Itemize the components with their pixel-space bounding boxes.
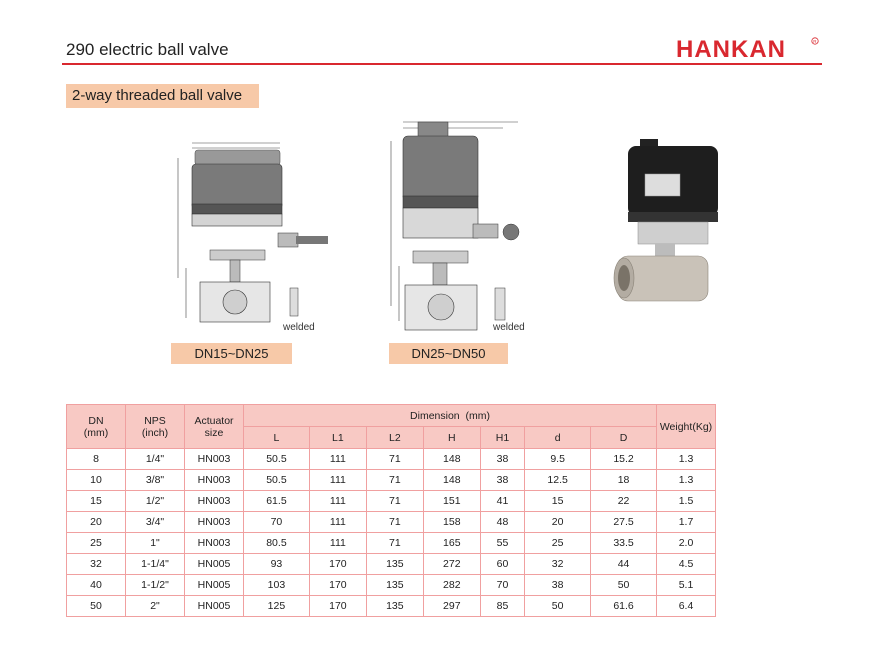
table-cell: 1.5 — [657, 491, 716, 512]
table-cell: 18 — [591, 470, 657, 491]
table-cell: 85 — [480, 596, 524, 617]
header-dn: DN (mm) — [67, 405, 126, 449]
table-row — [67, 449, 716, 470]
welded-label-1: welded — [283, 322, 315, 333]
table-row — [67, 554, 716, 575]
table-cell: 1.3 — [657, 470, 716, 491]
table-cell: 170 — [309, 554, 366, 575]
product-photo — [600, 134, 730, 314]
table-cell: 111 — [309, 491, 366, 512]
table-cell: 170 — [309, 575, 366, 596]
header-dim: H — [423, 427, 480, 449]
table-cell: 20 — [525, 512, 591, 533]
table-cell: 32 — [525, 554, 591, 575]
table-cell: 3/4" — [126, 512, 185, 533]
table-cell: 272 — [423, 554, 480, 575]
table-cell: 1" — [126, 533, 185, 554]
spec-table-body — [67, 449, 716, 617]
table-cell: 25 — [525, 533, 591, 554]
table-cell: 71 — [366, 491, 423, 512]
table-cell: 125 — [244, 596, 310, 617]
table-row — [67, 575, 716, 596]
table-cell: 4.5 — [657, 554, 716, 575]
table-cell: 5.1 — [657, 575, 716, 596]
table-cell: 165 — [423, 533, 480, 554]
table-cell: 15 — [67, 491, 126, 512]
spec-table — [66, 404, 716, 617]
table-cell: 25 — [67, 533, 126, 554]
header-divider — [62, 63, 822, 65]
figure-caption-2: DN25~DN50 — [389, 343, 508, 364]
table-row — [67, 596, 716, 617]
table-cell: 111 — [309, 533, 366, 554]
table-cell: 50.5 — [244, 449, 310, 470]
table-cell: 1/4" — [126, 449, 185, 470]
table-cell: 20 — [67, 512, 126, 533]
table-cell: 38 — [525, 575, 591, 596]
header-dim: H1 — [480, 427, 524, 449]
table-cell: 38 — [480, 470, 524, 491]
table-cell: 61.5 — [244, 491, 310, 512]
table-cell: 15.2 — [591, 449, 657, 470]
table-cell: 170 — [309, 596, 366, 617]
table-cell: 70 — [244, 512, 310, 533]
table-cell: 1-1/4" — [126, 554, 185, 575]
valve-drawing-large — [383, 116, 543, 336]
table-cell: 61.6 — [591, 596, 657, 617]
table-cell: 2.0 — [657, 533, 716, 554]
table-row — [67, 533, 716, 554]
table-cell: 40 — [67, 575, 126, 596]
table-cell: 93 — [244, 554, 310, 575]
welded-label-2: welded — [493, 322, 525, 333]
svg-text:R: R — [813, 39, 817, 44]
table-cell: 32 — [67, 554, 126, 575]
table-cell: 158 — [423, 512, 480, 533]
table-cell: HN003 — [185, 533, 244, 554]
table-cell: 27.5 — [591, 512, 657, 533]
table-cell: HN005 — [185, 575, 244, 596]
header-dimension: Dimension (mm) — [244, 405, 657, 427]
table-cell: HN003 — [185, 449, 244, 470]
table-row — [67, 470, 716, 491]
table-cell: 50 — [525, 596, 591, 617]
header-dim: L2 — [366, 427, 423, 449]
table-cell: 297 — [423, 596, 480, 617]
table-cell: 50.5 — [244, 470, 310, 491]
header-actuator: Actuator size — [185, 405, 244, 449]
hankan-logo-icon — [676, 36, 826, 62]
table-cell: 50 — [591, 575, 657, 596]
header-weight: Weight(Kg) — [657, 405, 716, 449]
table-cell: HN005 — [185, 554, 244, 575]
table-cell: 33.5 — [591, 533, 657, 554]
table-cell: 151 — [423, 491, 480, 512]
table-cell: 38 — [480, 449, 524, 470]
table-cell: 12.5 — [525, 470, 591, 491]
table-cell: 6.4 — [657, 596, 716, 617]
table-cell: 135 — [366, 554, 423, 575]
brand-wordmark: HANKAN — [676, 36, 786, 62]
table-cell: 10 — [67, 470, 126, 491]
header-nps: NPS (inch) — [126, 405, 185, 449]
table-cell: 1.7 — [657, 512, 716, 533]
table-cell: 2" — [126, 596, 185, 617]
table-cell: 148 — [423, 449, 480, 470]
table-cell: 70 — [480, 575, 524, 596]
table-cell: 15 — [525, 491, 591, 512]
table-cell: 135 — [366, 596, 423, 617]
table-cell: 1/2" — [126, 491, 185, 512]
table-cell: 1-1/2" — [126, 575, 185, 596]
header-dim: L1 — [309, 427, 366, 449]
table-cell: 71 — [366, 512, 423, 533]
table-cell: 71 — [366, 470, 423, 491]
table-cell: 103 — [244, 575, 310, 596]
valve-drawing-small — [170, 138, 330, 338]
table-cell: 282 — [423, 575, 480, 596]
table-cell: 41 — [480, 491, 524, 512]
table-cell: 71 — [366, 449, 423, 470]
table-cell: 80.5 — [244, 533, 310, 554]
table-cell: 44 — [591, 554, 657, 575]
page-title: 290 electric ball valve — [66, 40, 229, 59]
table-cell: 55 — [480, 533, 524, 554]
section-subtitle: 2-way threaded ball valve — [66, 84, 259, 108]
table-row — [67, 512, 716, 533]
table-cell: HN003 — [185, 470, 244, 491]
table-cell: 8 — [67, 449, 126, 470]
table-cell: HN005 — [185, 596, 244, 617]
table-cell: 148 — [423, 470, 480, 491]
table-cell: 22 — [591, 491, 657, 512]
table-cell: HN003 — [185, 512, 244, 533]
header-dim: d — [525, 427, 591, 449]
figure-caption-1: DN15~DN25 — [171, 343, 292, 364]
table-cell: 71 — [366, 533, 423, 554]
table-row — [67, 491, 716, 512]
table-cell: HN003 — [185, 491, 244, 512]
table-cell: 3/8" — [126, 470, 185, 491]
table-cell: 111 — [309, 512, 366, 533]
table-cell: 111 — [309, 470, 366, 491]
table-cell: 9.5 — [525, 449, 591, 470]
header-dim: D — [591, 427, 657, 449]
table-cell: 60 — [480, 554, 524, 575]
table-cell: 135 — [366, 575, 423, 596]
table-cell: 50 — [67, 596, 126, 617]
header-dim: L — [244, 427, 310, 449]
table-cell: 1.3 — [657, 449, 716, 470]
table-cell: 111 — [309, 449, 366, 470]
table-cell: 48 — [480, 512, 524, 533]
